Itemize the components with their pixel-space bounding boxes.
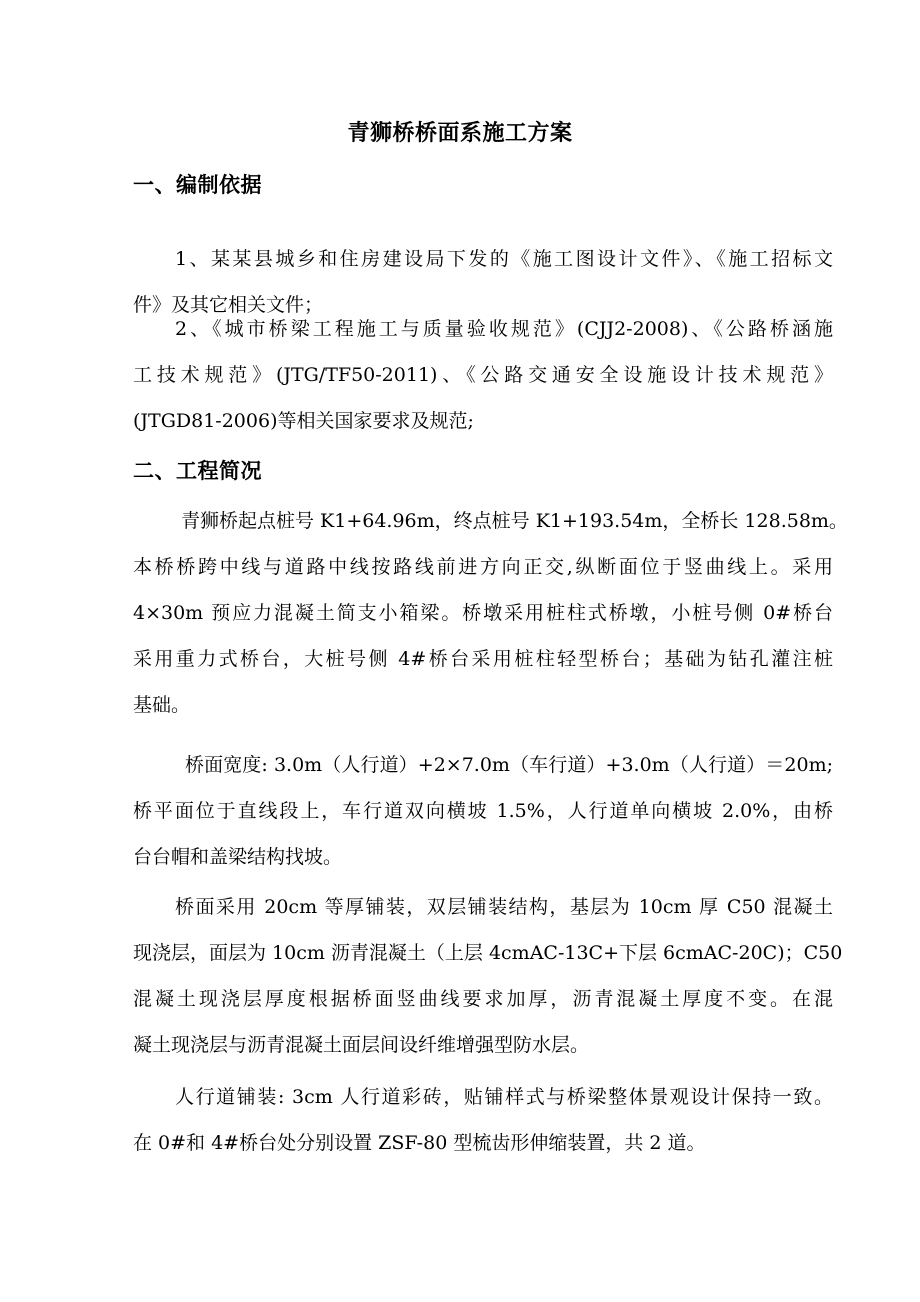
paragraph-overview-4	[133, 1074, 833, 1166]
text-line: 现浇层，面层为 10cm 沥青混凝土（上层 4cmAC-13C+下层 6cmAC-20C)；C50	[133, 942, 843, 964]
paragraph-overview-2	[133, 742, 833, 880]
text-line: 2、《城市桥梁工程施工与质量验收规范》(CJJ2-2008)、《公路桥涵施	[175, 318, 833, 340]
text-line: 青狮桥起点桩号 K1+64.96m，终点桩号 K1+193.54m，全桥长 128.58m。	[181, 510, 848, 532]
text-line: 在 0#和 4#桥台处分别设置 ZSF-80 型梳齿形伸缩装置，共 2 道。	[133, 1132, 706, 1154]
text-line: (JTGD81-2006)等相关国家要求及规范;	[133, 410, 474, 432]
text-line: 混凝土现浇层厚度根据桥面竖曲线要求加厚，沥青混凝土厚度不变。在混	[133, 988, 833, 1010]
document-title: 青狮桥桥面系施工方案	[347, 121, 573, 146]
text-line: 桥平面位于直线段上，车行道双向横坡 1.5%，人行道单向横坡 2.0%，由桥	[133, 800, 833, 822]
text-line: 采用重力式桥台，大桩号侧 4#桥台采用桩柱轻型桥台；基础为钻孔灌注桩	[133, 648, 833, 670]
text-line: 件》及其它相关文件；	[133, 294, 324, 316]
text-line: 本桥桥跨中线与道路中线按路线前进方向正交,纵断面位于竖曲线上。采用	[133, 556, 833, 578]
text-line: 工技术规范》(JTG/TF50-2011)、《公路交通安全设施设计技术规范》	[133, 364, 833, 386]
text-line: 台台帽和盖梁结构找坡。	[133, 846, 343, 868]
paragraph-overview-1	[133, 498, 848, 728]
text-line: 凝土现浇层与沥青混凝土面层间设纤维增强型防水层。	[133, 1034, 590, 1056]
paragraph-overview-3	[133, 884, 843, 1068]
section-heading-overview: 二、工程简况	[133, 459, 262, 483]
text-line: 桥面采用 20cm 等厚铺装，双层铺装结构，基层为 10cm 厚 C50 混凝土	[175, 896, 833, 918]
paragraph-basis-2	[133, 306, 833, 444]
text-line: 基础。	[133, 694, 191, 716]
text-line: 桥面宽度: 3.0m（人行道）+2×7.0m（车行道）+3.0m（人行道）＝20m;	[185, 754, 833, 776]
text-line: 1、某某县城乡和住房建设局下发的《施工图设计文件》、《施工招标文	[175, 248, 833, 270]
section-heading-basis: 一、编制依据	[133, 173, 262, 197]
text-line: 4×30m 预应力混凝土简支小箱梁。桥墩采用桩柱式桥墩，小桩号侧 0#桥台	[133, 602, 833, 624]
text-line: 人行道铺装: 3cm 人行道彩砖，贴铺样式与桥梁整体景观设计保持一致。	[175, 1086, 833, 1108]
